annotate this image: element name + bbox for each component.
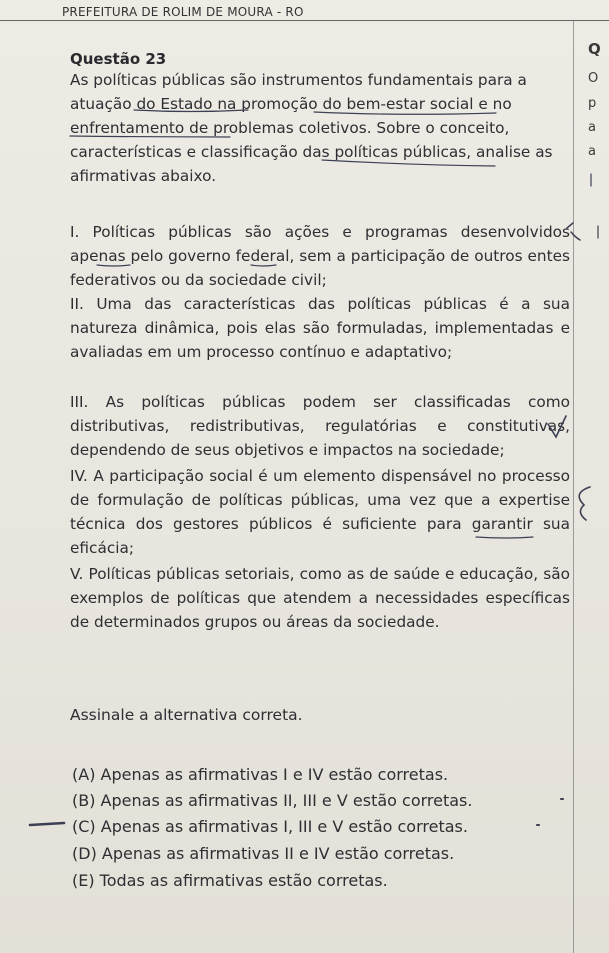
next-column-fragment-3: p <box>588 96 597 111</box>
next-column-fragment-5: a <box>588 144 596 159</box>
exam-header: PREFEITURA DE ROLIM DE MOURA - RO <box>62 5 304 19</box>
alternative-c[interactable]: (C) Apenas as afirmativas I, III e V estão corretas. <box>72 817 468 836</box>
alternative-d[interactable]: (D) Apenas as afirmativas II e IV estão corretas. <box>72 844 455 863</box>
selection-dash-alternative-b <box>30 823 64 825</box>
next-column-fragment-1: Q <box>588 40 601 58</box>
statement-iii: III. As políticas públicas podem ser classificadas como distributivas, redistributivas, regulatórias e constitutivas, dependendo de seus objetivos e impactos na sociedade; <box>70 393 570 459</box>
question-title: Questão 23 <box>70 50 167 68</box>
next-column-fragment-4: a <box>588 120 596 135</box>
column-divider <box>573 21 574 953</box>
statement-v: V. Políticas públicas setoriais, como as de saúde e educação, são exemplos de políticas que atendem a necessidades específicas de determinados grupos ou áreas da sociedade. <box>70 565 570 631</box>
statement-i: I. Políticas públicas são ações e programas desenvolvidos apenas pelo governo federal, sem a participação de outros entes federativos ou da sociedade civil; <box>70 223 570 289</box>
alternative-a[interactable]: (A) Apenas as afirmativas I e IV estão corretas. <box>72 765 449 784</box>
next-column-fragment-2: O <box>588 71 599 86</box>
alternative-e[interactable]: (E) Todas as afirmativas estão corretas. <box>72 871 388 890</box>
statement-ii: II. Uma das características das políticas públicas é a sua natureza dinâmica, pois elas são formuladas, implementadas e avaliadas em um processo contínuo e adaptativo; <box>70 295 570 361</box>
statement-iv: IV. A participação social é um elemento dispensável no processo de formulação de políticas públicas, uma vez que a expertise técnica dos gestores públicos é suficiente para garantir sua eficácia; <box>70 467 570 557</box>
alternative-b[interactable]: (B) Apenas as afirmativas II, III e V estão corretas. <box>72 791 473 810</box>
header-divider <box>0 20 609 21</box>
question-stem: As políticas públicas são instrumentos fundamentais para a atuação do Estado na promoção do bem-estar social e no enfrentamento de problemas coletivos. Sobre o conceito, características e classificação das políticas públicas, analise as afirmativas abaixo. <box>70 71 553 185</box>
margin-bracket-statement-iv <box>579 487 590 520</box>
instruction: Assinale a alternativa correta. <box>70 706 303 724</box>
